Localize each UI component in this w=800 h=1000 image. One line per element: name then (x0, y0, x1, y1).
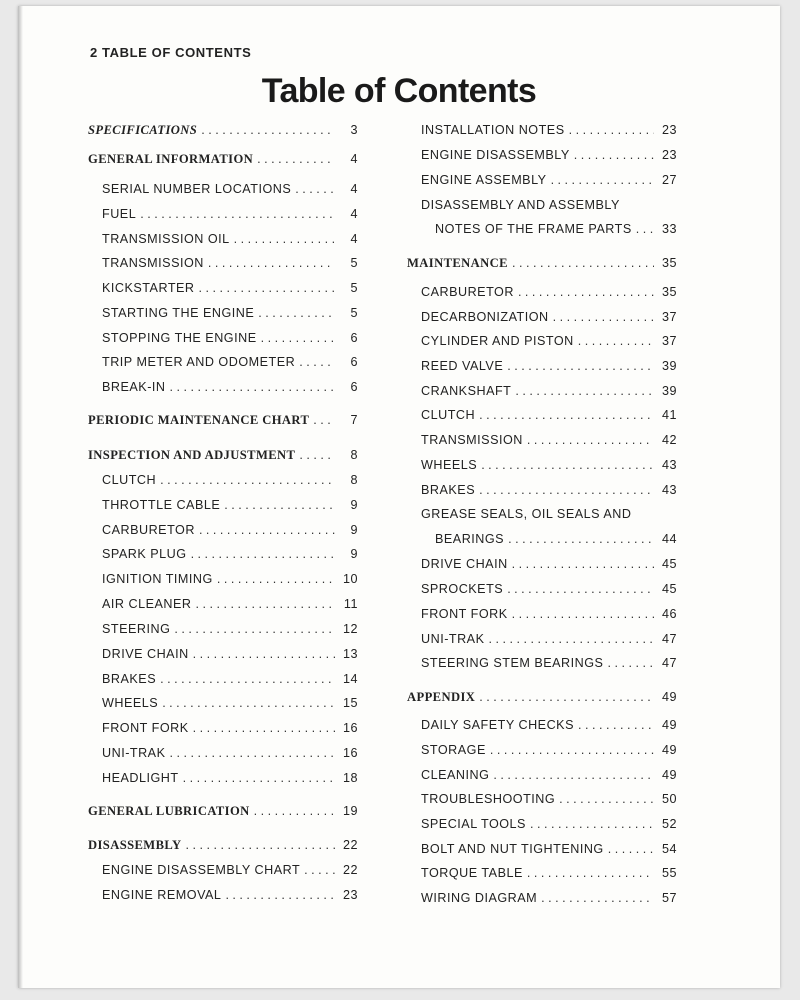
toc-entry (421, 743, 677, 763)
toc-entry (88, 448, 358, 468)
leader-dots (608, 842, 654, 856)
toc-entry (102, 647, 358, 667)
leader-dots (541, 891, 654, 905)
toc-entry-page-number: 9 (350, 523, 358, 537)
toc-entry (421, 891, 677, 911)
toc-entry-title: DRIVE CHAIN (102, 647, 189, 661)
toc-entry-page-number: 47 (661, 632, 677, 646)
toc-entry-title: WHEELS (421, 458, 478, 472)
toc-entry (88, 123, 358, 143)
toc-entry-page-number: 22 (342, 838, 358, 852)
leader-dots (530, 817, 654, 831)
toc-entry-page-number: 16 (342, 721, 358, 735)
toc-entry-title: DISASSEMBLY AND ASSEMBLY (421, 198, 620, 212)
toc-entry-title: CLUTCH (421, 408, 476, 422)
toc-entry (421, 483, 677, 503)
toc-entry-page-number: 33 (661, 222, 677, 236)
toc-entry-title: NOTES OF THE FRAME PARTS (435, 222, 632, 236)
toc-entry-page-number: 49 (661, 768, 677, 782)
toc-entry-title: ENGINE REMOVAL (102, 888, 222, 902)
toc-entry-page-number: 8 (350, 473, 358, 487)
leader-dots (488, 632, 654, 646)
toc-entry (102, 232, 358, 252)
leader-dots (551, 173, 654, 187)
leader-dots (199, 281, 335, 295)
leader-dots (217, 572, 335, 586)
toc-entry-title: CRANKSHAFT (421, 384, 512, 398)
leader-dots (234, 232, 335, 246)
toc-entry-page-number: 57 (661, 891, 677, 905)
leader-dots (636, 222, 654, 236)
leader-dots (201, 123, 335, 137)
toc-entry (421, 817, 677, 837)
toc-entry-title: TRIP METER AND ODOMETER (102, 355, 296, 369)
toc-entry (421, 842, 677, 862)
toc-entry-page-number: 39 (661, 384, 677, 398)
toc-entry-title: ENGINE ASSEMBLY (421, 173, 547, 187)
toc-entry-page-number: 41 (661, 408, 677, 422)
toc-entry-page-number: 7 (350, 413, 358, 427)
toc-entry-page-number: 47 (661, 656, 677, 670)
toc-entry (421, 408, 677, 428)
toc-entry (421, 507, 677, 527)
leader-dots (569, 123, 654, 137)
leader-dots (559, 792, 654, 806)
leader-dots (507, 582, 654, 596)
toc-entry (102, 182, 358, 202)
toc-entry-title: GREASE SEALS, OIL SEALS AND (421, 507, 632, 521)
toc-entry (421, 768, 677, 788)
toc-entry-page-number: 44 (661, 532, 677, 546)
leader-dots (183, 771, 335, 785)
toc-entry-page-number: 35 (661, 256, 677, 270)
toc-entry (421, 582, 677, 602)
leader-dots (304, 863, 335, 877)
toc-entry-page-number: 5 (350, 281, 358, 295)
toc-entry-page-number: 55 (661, 866, 677, 880)
toc-entry-title: FUEL (102, 207, 137, 221)
leader-dots (174, 622, 335, 636)
toc-entry-title: ENGINE DISASSEMBLY CHART (102, 863, 301, 877)
toc-entry-title: BOLT AND NUT TIGHTENING (421, 842, 604, 856)
leader-dots (191, 547, 335, 561)
leader-dots (160, 473, 335, 487)
leader-dots (261, 331, 335, 345)
toc-entry-page-number: 50 (661, 792, 677, 806)
leader-dots (195, 597, 335, 611)
toc-entry (421, 384, 677, 404)
toc-entry-title: STEERING (102, 622, 171, 636)
leader-dots (169, 746, 335, 760)
toc-entry (102, 547, 358, 567)
leader-dots (479, 690, 654, 704)
toc-entry (88, 413, 358, 433)
toc-entry (102, 572, 358, 592)
toc-entry (435, 532, 677, 552)
toc-entry (421, 433, 677, 453)
toc-entry (421, 359, 677, 379)
toc-entry-title: GENERAL INFORMATION (88, 152, 254, 166)
toc-entry-title: TRANSMISSION (102, 256, 204, 270)
toc-entry-title: THROTTLE CABLE (102, 498, 221, 512)
leader-dots (507, 359, 654, 373)
toc-entry (421, 198, 677, 218)
toc-entry-page-number: 9 (350, 498, 358, 512)
toc-entry-title: BRAKES (102, 672, 157, 686)
toc-entry-title: GENERAL LUBRICATION (88, 804, 250, 818)
leader-dots (578, 718, 654, 732)
toc-entry-title: DAILY SAFETY CHECKS (421, 718, 574, 732)
toc-entry-page-number: 15 (342, 696, 358, 710)
toc-entry-page-number: 49 (661, 743, 677, 757)
toc-entry (102, 355, 358, 375)
leader-dots (169, 380, 335, 394)
toc-entry-title: PERIODIC MAINTENANCE CHART (88, 413, 310, 427)
toc-entry-page-number: 12 (342, 622, 358, 636)
leader-dots (512, 557, 654, 571)
toc-entry (421, 123, 677, 143)
leader-dots (225, 888, 335, 902)
leader-dots (193, 647, 335, 661)
toc-entry (102, 207, 358, 227)
leader-dots (313, 413, 335, 427)
toc-entry (421, 792, 677, 812)
toc-entry-title: MAINTENANCE (407, 256, 508, 270)
toc-entry-title: CLEANING (421, 768, 490, 782)
toc-entry-title: REED VALVE (421, 359, 504, 373)
toc-entry (102, 622, 358, 642)
toc-entry-title: KICKSTARTER (102, 281, 195, 295)
toc-entry-title: CYLINDER AND PISTON (421, 334, 574, 348)
toc-entry-page-number: 39 (661, 359, 677, 373)
toc-entry-title: FRONT FORK (421, 607, 508, 621)
toc-entry-title: HEADLIGHT (102, 771, 179, 785)
toc-entry (88, 152, 358, 172)
leader-dots (162, 696, 335, 710)
toc-entry-title: STOPPING THE ENGINE (102, 331, 257, 345)
toc-entry-page-number: 6 (350, 355, 358, 369)
toc-entry (102, 306, 358, 326)
toc-entry-title: BEARINGS (435, 532, 505, 546)
leader-dots (508, 532, 654, 546)
leader-dots (208, 256, 335, 270)
toc-entry-page-number: 8 (350, 448, 358, 462)
toc-entry-title: APPENDIX (407, 690, 476, 704)
toc-entry (102, 380, 358, 400)
toc-entry-title: DRIVE CHAIN (421, 557, 508, 571)
leader-dots (295, 182, 335, 196)
leader-dots (527, 433, 654, 447)
toc-entry-page-number: 11 (343, 597, 358, 611)
toc-entry-title: AIR CLEANER (102, 597, 192, 611)
toc-entry-title: INSTALLATION NOTES (421, 123, 565, 137)
toc-entry (102, 498, 358, 518)
toc-entry-page-number: 43 (661, 483, 677, 497)
toc-entry (102, 696, 358, 716)
toc-entry-title: ENGINE DISASSEMBLY (421, 148, 570, 162)
leader-dots (481, 458, 654, 472)
toc-entry-title: STORAGE (421, 743, 486, 757)
toc-entry (102, 771, 358, 791)
toc-entry-title: BREAK-IN (102, 380, 166, 394)
page-title: Table of Contents (261, 72, 537, 110)
toc-entry (102, 888, 358, 908)
leader-dots (574, 148, 654, 162)
toc-entry-title: SERIAL NUMBER LOCATIONS (102, 182, 292, 196)
toc-entry (421, 458, 677, 478)
toc-entry (421, 557, 677, 577)
leader-dots (299, 448, 335, 462)
toc-entry-title: SPARK PLUG (102, 547, 187, 561)
toc-entry-title: TROUBLESHOOTING (421, 792, 556, 806)
toc-entry-title: CARBURETOR (102, 523, 195, 537)
toc-entry-title: IGNITION TIMING (102, 572, 213, 586)
toc-entry-title: CLUTCH (102, 473, 157, 487)
toc-entry-page-number: 23 (661, 123, 677, 137)
toc-entry-page-number: 19 (342, 804, 358, 818)
leader-dots (515, 384, 654, 398)
toc-entry-title: TRANSMISSION OIL (102, 232, 230, 246)
toc-entry-page-number: 52 (661, 817, 677, 831)
toc-entry-page-number: 23 (342, 888, 358, 902)
toc-entry-page-number: 6 (350, 331, 358, 345)
toc-entry-page-number: 23 (661, 148, 677, 162)
toc-entry (407, 690, 677, 710)
leader-dots (553, 310, 654, 324)
toc-entry-page-number: 4 (350, 182, 358, 196)
toc-entry (102, 672, 358, 692)
leader-dots (512, 256, 654, 270)
toc-entry (102, 721, 358, 741)
toc-entry-page-number: 42 (661, 433, 677, 447)
leader-dots (607, 656, 654, 670)
toc-entry (102, 473, 358, 493)
toc-entry-title: FRONT FORK (102, 721, 189, 735)
toc-entry (102, 256, 358, 276)
toc-entry-page-number: 43 (661, 458, 677, 472)
leader-dots (186, 838, 335, 852)
toc-entry-page-number: 14 (342, 672, 358, 686)
running-header: 2 TABLE OF CONTENTS (90, 45, 252, 60)
toc-entry-title: UNI-TRAK (421, 632, 485, 646)
toc-entry (407, 256, 677, 276)
toc-entry-title: WHEELS (102, 696, 159, 710)
leader-dots (224, 498, 335, 512)
toc-entry-page-number: 5 (350, 306, 358, 320)
toc-entry-page-number: 4 (350, 232, 358, 246)
toc-entry-page-number: 54 (661, 842, 677, 856)
leader-dots (193, 721, 335, 735)
toc-entry-page-number: 13 (342, 647, 358, 661)
toc-entry-page-number: 18 (342, 771, 358, 785)
leader-dots (479, 408, 654, 422)
toc-entry-page-number: 46 (661, 607, 677, 621)
toc-entry-page-number: 10 (342, 572, 358, 586)
toc-entry-page-number: 6 (350, 380, 358, 394)
toc-entry-page-number: 4 (350, 207, 358, 221)
leader-dots (518, 285, 654, 299)
toc-entry-page-number: 4 (350, 152, 358, 166)
toc-entry-page-number: 22 (342, 863, 358, 877)
toc-entry-page-number: 27 (661, 173, 677, 187)
leader-dots (257, 152, 335, 166)
toc-entry-title: DISASSEMBLY (88, 838, 182, 852)
toc-entry (421, 148, 677, 168)
toc-entry (88, 838, 358, 858)
toc-entry-title: SPECIAL TOOLS (421, 817, 526, 831)
leader-dots (479, 483, 654, 497)
toc-entry-title: INSPECTION AND ADJUSTMENT (88, 448, 296, 462)
toc-entry (102, 331, 358, 351)
toc-entry (421, 632, 677, 652)
toc-entry (102, 597, 358, 617)
toc-entry (421, 718, 677, 738)
toc-entry (102, 281, 358, 301)
toc-entry (421, 607, 677, 627)
leader-dots (512, 607, 654, 621)
toc-entry-title: UNI-TRAK (102, 746, 166, 760)
toc-entry-title: TRANSMISSION (421, 433, 523, 447)
toc-entry-page-number: 37 (661, 334, 677, 348)
toc-entry-page-number: 3 (350, 123, 358, 137)
toc-entry-page-number: 35 (661, 285, 677, 299)
toc-entry-title: SPECIFICATIONS (88, 123, 198, 137)
toc-entry (421, 866, 677, 886)
toc-entry (421, 656, 677, 676)
toc-entry-page-number: 49 (661, 718, 677, 732)
toc-entry (102, 863, 358, 883)
toc-entry-title: SPROCKETS (421, 582, 504, 596)
toc-entry (102, 523, 358, 543)
toc-entry-title: STARTING THE ENGINE (102, 306, 255, 320)
toc-entry (88, 804, 358, 824)
leader-dots (578, 334, 654, 348)
toc-entry-page-number: 49 (661, 690, 677, 704)
leader-dots (254, 804, 335, 818)
document-page (18, 6, 780, 988)
toc-entry-title: BRAKES (421, 483, 476, 497)
toc-entry (435, 222, 677, 242)
toc-entry-title: CARBURETOR (421, 285, 514, 299)
leader-dots (199, 523, 335, 537)
toc-entry (421, 173, 677, 193)
toc-entry-title: TORQUE TABLE (421, 866, 523, 880)
toc-entry-page-number: 5 (350, 256, 358, 270)
toc-entry (421, 310, 677, 330)
leader-dots (490, 743, 654, 757)
toc-entry-page-number: 45 (661, 557, 677, 571)
toc-entry-title: STEERING STEM BEARINGS (421, 656, 604, 670)
toc-entry-title: DECARBONIZATION (421, 310, 549, 324)
leader-dots (527, 866, 654, 880)
toc-entry (421, 285, 677, 305)
toc-entry (421, 334, 677, 354)
toc-entry (102, 746, 358, 766)
leader-dots (493, 768, 654, 782)
leader-dots (140, 207, 335, 221)
leader-dots (160, 672, 335, 686)
toc-entry-page-number: 9 (350, 547, 358, 561)
leader-dots (299, 355, 335, 369)
toc-entry-page-number: 37 (661, 310, 677, 324)
toc-entry-title: WIRING DIAGRAM (421, 891, 538, 905)
toc-entry-page-number: 45 (661, 582, 677, 596)
toc-entry-page-number: 16 (342, 746, 358, 760)
leader-dots (258, 306, 335, 320)
